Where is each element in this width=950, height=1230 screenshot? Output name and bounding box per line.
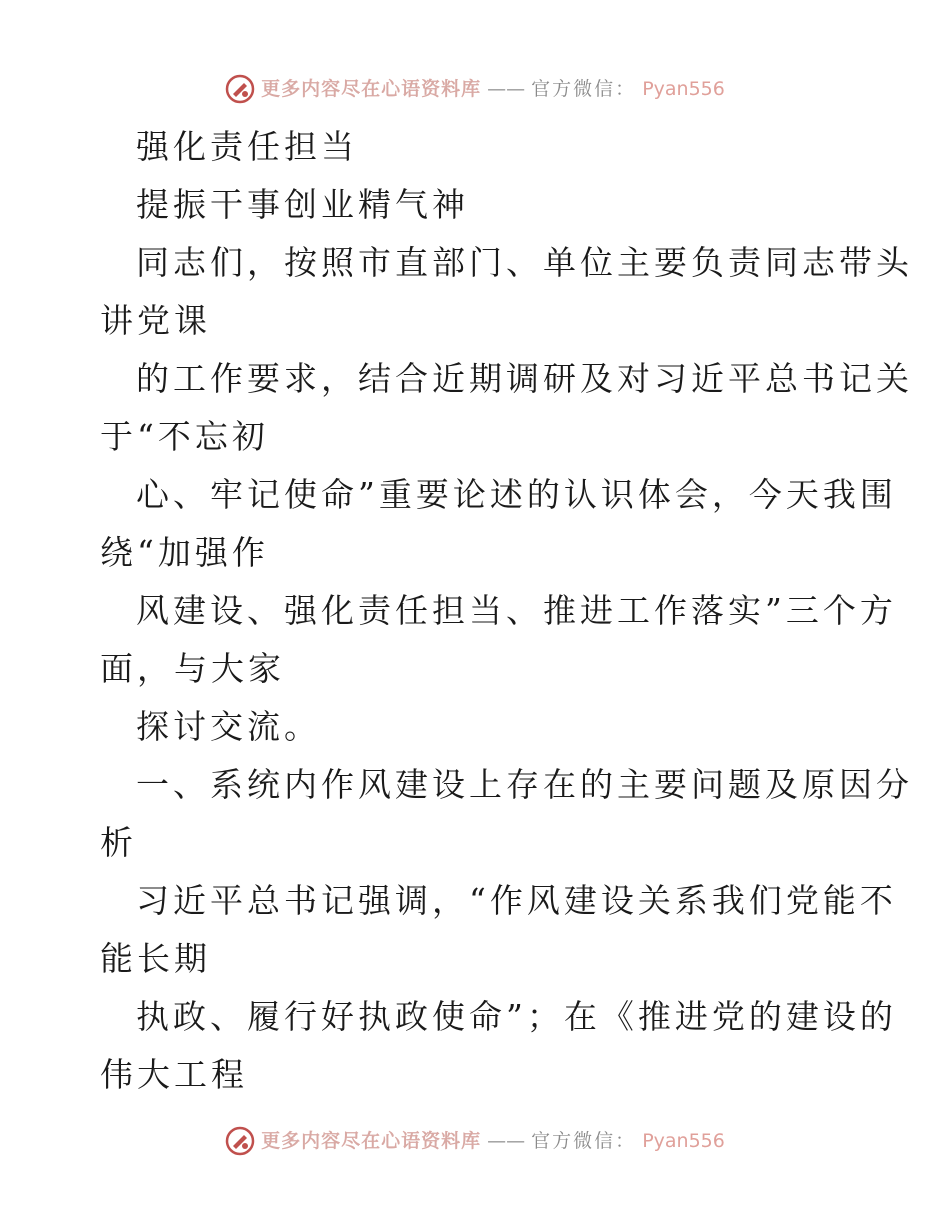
text-line: 执政、履行好执政使命”；在《推进党的建设的: [136, 997, 897, 1036]
text-line: 风建设、强化责任担当、推进工作落实”三个方: [136, 591, 897, 630]
header-watermark: [0, 74, 950, 104]
text-line: 能长期: [100, 939, 211, 978]
text-line: 面，与大家: [100, 649, 285, 688]
footer-watermark: [0, 1126, 950, 1156]
text-line: 心、牢记使命”重要论述的认识体会，今天我围: [136, 475, 897, 514]
subtitle-line: 提振干事创业精气神: [136, 185, 469, 224]
text-line: 探讨交流。: [136, 707, 321, 746]
pen-seal-icon: [225, 74, 255, 104]
text-line: 于“不忘初: [100, 417, 269, 456]
section-heading-continuation: 析: [100, 823, 137, 862]
watermark-id: Pyan556: [642, 1130, 725, 1152]
text-line: 绕“加强作: [100, 533, 269, 572]
section-heading: 一、系统内作风建设上存在的主要问题及原因分: [136, 765, 913, 804]
text-line: 习近平总书记强调，“作风建设关系我们党能不: [136, 881, 897, 920]
pen-seal-icon: [225, 1126, 255, 1156]
document-body: [100, 118, 913, 1104]
watermark-id: Pyan556: [642, 78, 725, 100]
watermark-separator: ——: [487, 78, 526, 100]
title-line: 强化责任担当: [136, 127, 358, 166]
watermark-separator: ——: [487, 1130, 526, 1152]
watermark-text: 更多内容尽在心语资料库: [261, 78, 482, 100]
text-line: 同志们，按照市直部门、单位主要负责同志带头: [136, 243, 913, 282]
text-line: 的工作要求，结合近期调研及对习近平总书记关: [136, 359, 913, 398]
watermark-text: 更多内容尽在心语资料库: [261, 1130, 482, 1152]
text-line: 讲党课: [100, 301, 211, 340]
watermark-label: 官方微信：: [531, 1130, 637, 1152]
text-line: 伟大工程: [100, 1055, 248, 1094]
watermark-label: 官方微信：: [531, 78, 637, 100]
